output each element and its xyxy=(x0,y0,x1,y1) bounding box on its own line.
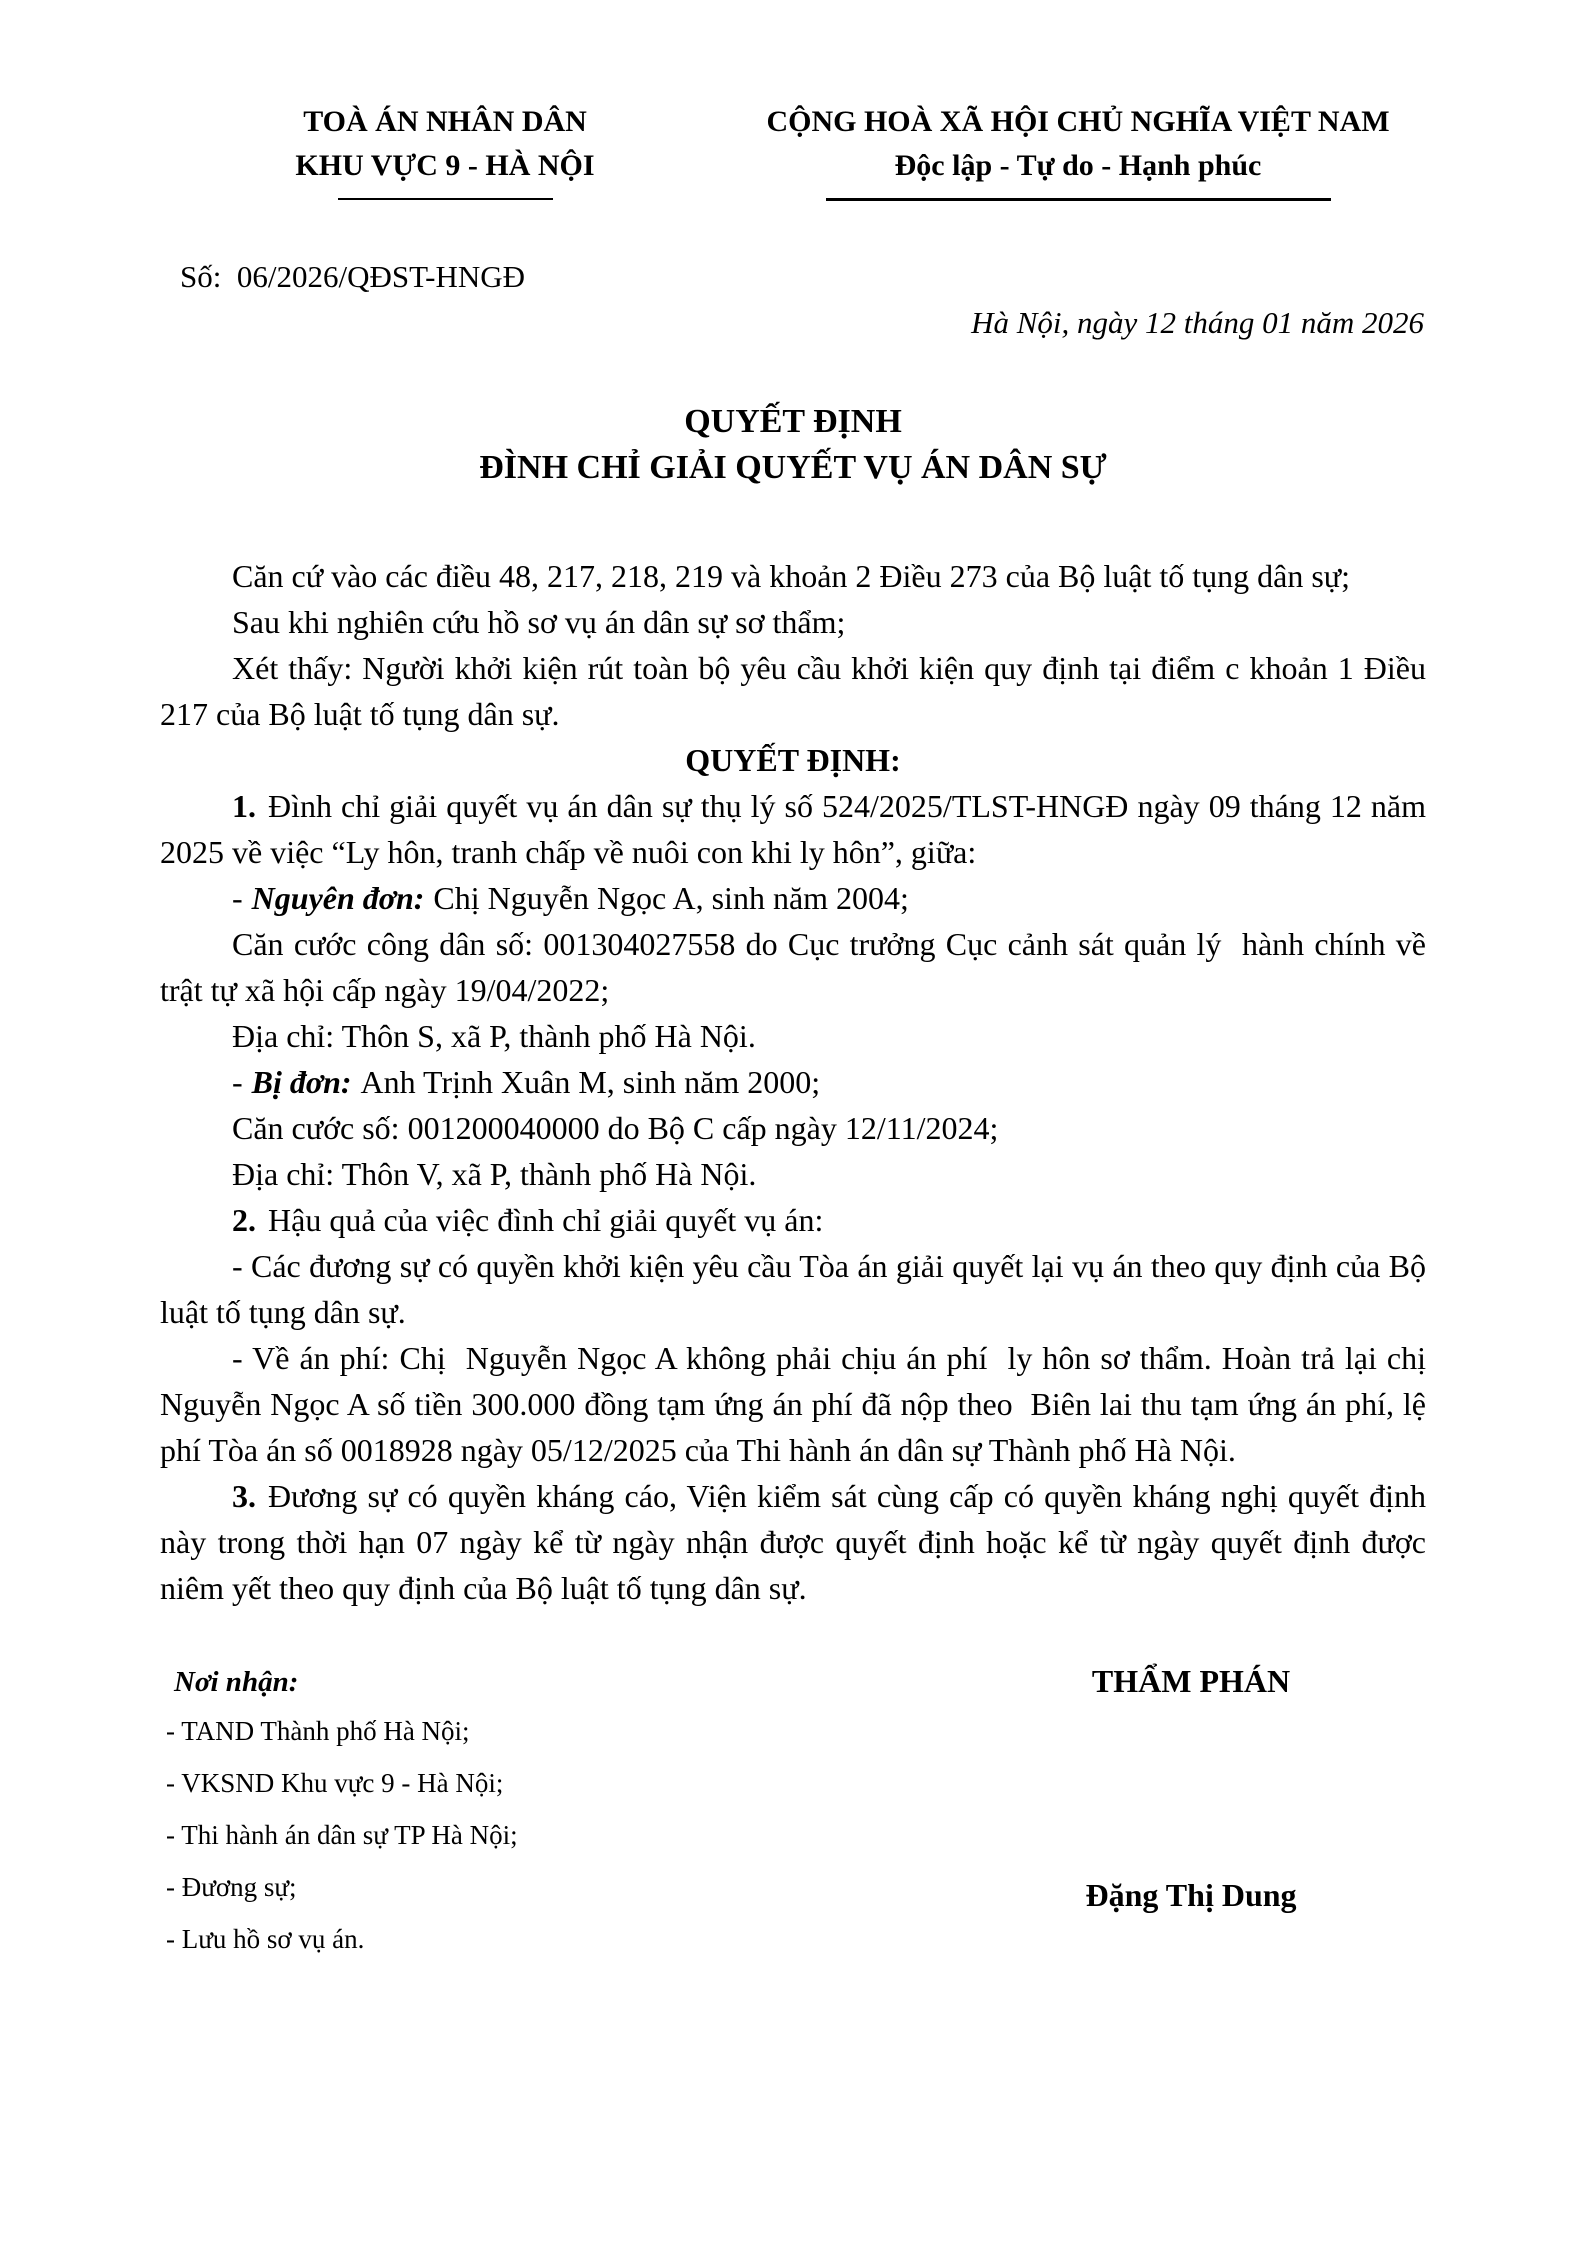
court-name-line-1: TOÀ ÁN NHÂN DÂN xyxy=(303,105,587,138)
decision-item-2 xyxy=(160,1197,1426,1243)
plaintiff-dash: - xyxy=(232,880,243,916)
defendant-address-line: Địa chỉ: Thôn V, xã P, thành phố Hà Nội. xyxy=(232,1156,757,1192)
national-motto-line-2: Độc lập - Tự do - Hạnh phúc xyxy=(894,149,1262,182)
doc-number-block xyxy=(160,257,730,343)
item-2-text: Hậu quả của việc đình chỉ giải quyết vụ án: xyxy=(268,1202,824,1238)
defendant-id-line: Căn cước số: 001200040000 do Bộ C cấp ngày 12/11/2024; xyxy=(232,1110,999,1146)
defendant-dash: - xyxy=(232,1064,243,1100)
court-name-line-2: KHU VỰC 9 - HÀ NỘI xyxy=(295,149,595,182)
document-title xyxy=(160,399,1426,491)
item-1-number: 1. xyxy=(232,788,256,824)
recipient-item: - VKSND Khu vực 9 - Hà Nội; xyxy=(166,1768,504,1798)
recipient-item: - Đương sự; xyxy=(166,1872,297,1902)
item-1-text: Đình chỉ giải quyết vụ án dân sự thụ lý số 524/2025/TLST-HNGĐ ngày 09 tháng 12 năm 2025 về việc “Ly hôn, tranh chấp về nuôi con khi ly hôn”, giữa: xyxy=(160,788,1434,870)
document-subheader xyxy=(160,257,1426,343)
defendant-text: Anh Trịnh Xuân M, sinh năm 2000; xyxy=(360,1064,821,1100)
item-2-number: 2. xyxy=(232,1202,256,1238)
preamble-paragraph-2: Sau khi nghiên cứu hồ sơ vụ án dân sự sơ thẩm; xyxy=(232,604,846,640)
national-motto-line-1: CỘNG HOÀ XÃ HỘI CHỦ NGHĨA VIỆT NAM xyxy=(766,105,1390,138)
place-date: Hà Nội, ngày 12 tháng 01 năm 2026 xyxy=(971,305,1424,340)
doc-number: Số: 06/2026/QĐST-HNGĐ xyxy=(180,259,526,294)
decision-item-3 xyxy=(160,1473,1434,1611)
decision-item-1 xyxy=(160,783,1434,875)
place-date-block xyxy=(730,257,1426,343)
recipients-label: Nơi nhận: xyxy=(174,1666,299,1698)
plaintiff-line xyxy=(160,875,1426,921)
document-header xyxy=(160,100,1426,201)
item-3-number: 3. xyxy=(232,1478,256,1514)
court-header-rule xyxy=(338,198,553,200)
decision-item-2b: - Về án phí: Chị Nguyễn Ngọc A không phải chịu án phí ly hôn sơ thẩm. Hoàn trả lại chị Nguyễn Ngọc A số tiền 300.000 đồng tạm ứng án phí đã nộp theo Biên lai thu tạm ứng án phí, lệ phí Tòa án số 0018928 ngày 05/12/2025 của Thi hành án dân sự Thành phố Hà Nội. xyxy=(160,1340,1434,1468)
defendant-label: Bị đơn: xyxy=(251,1064,352,1100)
preamble-paragraph-1: Căn cứ vào các điều 48, 217, 218, 219 và khoản 2 Điều 273 của Bộ luật tố tụng dân sự; xyxy=(232,558,1351,594)
document-body xyxy=(160,553,1434,1611)
item-3-text: Đương sự có quyền kháng cáo, Viện kiểm sát cùng cấp có quyền kháng nghị quyết định này trong thời hạn 07 ngày kể từ ngày nhận được quyết định hoặc kể từ ngày quyết định được niêm yết theo quy định của Bộ luật tố tụng dân sự. xyxy=(160,1478,1434,1606)
recipient-item: - Lưu hồ sơ vụ án. xyxy=(166,1924,365,1954)
title-line-2: ĐÌNH CHỈ GIẢI QUYẾT VỤ ÁN DÂN SỰ xyxy=(479,449,1107,486)
plaintiff-id-line: Căn cước công dân số: 001304027558 do Cục trưởng Cục cảnh sát quản lý hành chính về trật tự xã hội cấp ngày 19/04/2022; xyxy=(160,926,1434,1008)
signature-title: THẨM PHÁN xyxy=(1091,1663,1291,1699)
recipient-item: - TAND Thành phố Hà Nội; xyxy=(166,1716,470,1746)
national-header-rule xyxy=(826,198,1331,201)
plaintiff-address-line: Địa chỉ: Thôn S, xã P, thành phố Hà Nội. xyxy=(232,1018,756,1054)
decision-item-2a: - Các đương sự có quyền khởi kiện yêu cầu Tòa án giải quyết lại vụ án theo quy định của Bộ luật tố tụng dân sự. xyxy=(160,1248,1434,1330)
plaintiff-text: Chị Nguyễn Ngọc A, sinh năm 2004; xyxy=(433,880,909,916)
title-line-1: QUYẾT ĐỊNH xyxy=(684,403,902,440)
document-footer xyxy=(160,1659,1426,1965)
plaintiff-label: Nguyên đơn: xyxy=(251,880,425,916)
national-header-block xyxy=(730,100,1426,201)
preamble-paragraph-3: Xét thấy: Người khởi kiện rút toàn bộ yêu cầu khởi kiện quy định tại điểm c khoản 1 Điều 217 của Bộ luật tố tụng dân sự. xyxy=(160,650,1434,732)
court-header-block xyxy=(160,100,730,201)
decision-heading: QUYẾT ĐỊNH: xyxy=(685,742,901,778)
defendant-line xyxy=(160,1059,1426,1105)
recipients-block xyxy=(160,1659,956,1965)
recipient-item: - Thi hành án dân sự TP Hà Nội; xyxy=(166,1820,518,1850)
signature-name: Đặng Thị Dung xyxy=(1085,1877,1297,1913)
signature-block xyxy=(956,1659,1426,1917)
